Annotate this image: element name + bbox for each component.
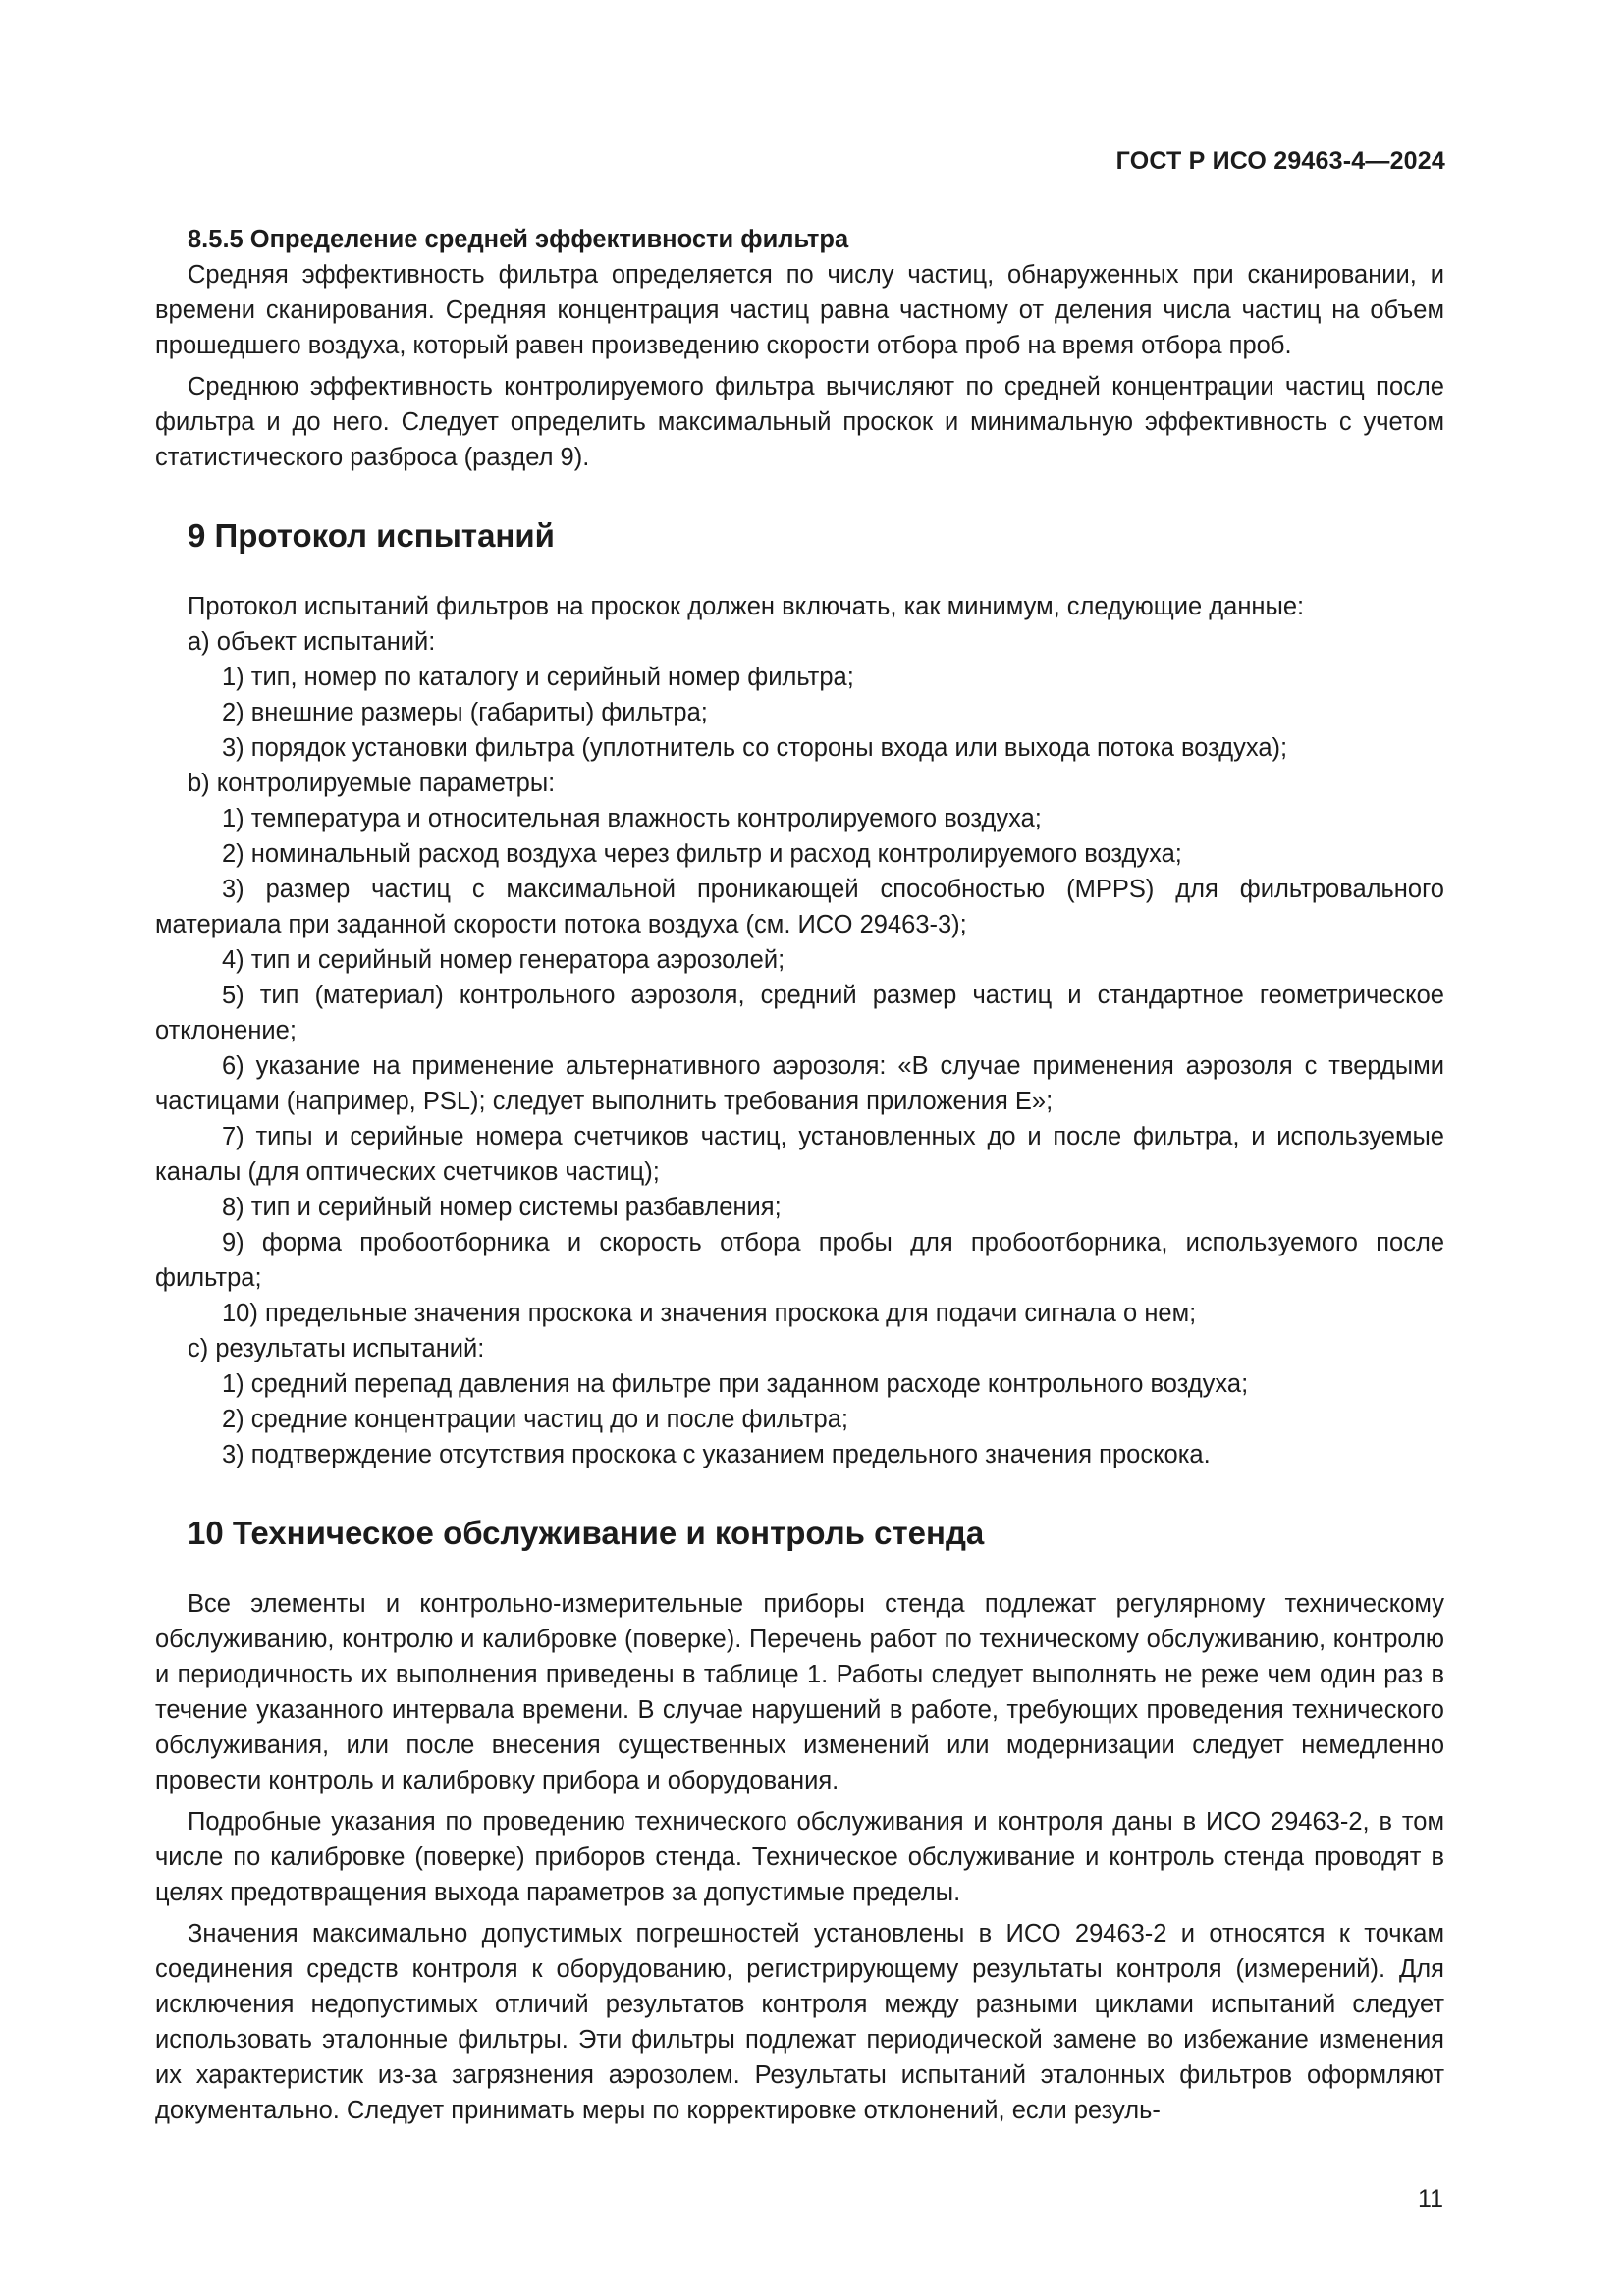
page-content [155,222,1444,2128]
paragraph: Протокол испытаний фильтров на проскок должен включать, как минимум, следующие данные: [188,593,1305,620]
list-item: 1) средний перепад давления на фильтре при заданном расходе контрольного воздуха; [222,1370,1249,1398]
list-item: 2) номинальный расход воздуха через фильтр и расход контролируемого воздуха; [222,840,1182,868]
list-item: 10) предельные значения проскока и значения проскока для подачи сигнала о нем; [222,1300,1197,1327]
list-item: 2) внешние размеры (габариты) фильтра; [222,699,708,726]
subsection-heading-8-5-5: 8.5.5 Определение средней эффективности фильтра [188,226,849,253]
list-item: 4) тип и серийный номер генератора аэрозолей; [222,946,785,974]
list-item: 5) тип (материал) контрольного аэрозоля, средний размер частиц и стандартное геометрическое отклонение; [155,982,1444,1044]
list-item: 3) размер частиц с максимальной проникающей способностью (MPPS) для фильтровального материала при заданной скорости потока воздуха (см. ИСО 29463-3); [155,876,1444,938]
list-item: 7) типы и серийные номера счетчиков частиц, установленных до и после фильтра, и используемые каналы (для оптических счетчиков частиц); [155,1123,1444,1186]
paragraph: Значения максимально допустимых погрешностей установлены в ИСО 29463-2 и относятся к точкам соединения средств контроля к оборудованию, регистрирующему результаты контроля (измерений). Для исключения недопустимых отличий результатов контроля между разными циклами испытаний следует использовать эталонные фильтры. Эти фильтры подлежат периодической замене во избежание изменения их характеристик из-за загрязнения аэрозолем. Результаты испытаний эталонных фильтров оформляют документально. Следует принимать меры по корректировке отклонений, если резуль- [155,1920,1444,2124]
list-item: 1) температура и относительная влажность контролируемого воздуха; [222,805,1042,832]
list-item: 2) средние концентрации частиц до и после фильтра; [222,1406,849,1433]
section-heading-10: 10 Техническое обслуживание и контроль стенда [188,1515,985,1551]
list-item: 6) указание на применение альтернативного аэрозоля: «В случае применения аэрозоля с твердыми частицами (например, PSL); следует выполнить требования приложения Е»; [155,1052,1444,1115]
list-item: 3) порядок установки фильтра (уплотнитель со стороны входа или выхода потока воздуха); [222,734,1288,762]
list-item: 1) тип, номер по каталогу и серийный номер фильтра; [222,664,854,691]
paragraph: Все элементы и контрольно-измерительные приборы стенда подлежат регулярному техническому обслуживанию, контролю и калибровке (поверке). Перечень работ по техническому обслуживанию, контролю и периодичность их выполнения приведены в таблице 1. Работы следует выполнять не реже чем один раз в течение указанного интервала времени. В случае нарушений в работе, требующих проведения технического обслуживания, или после внесения существенных изменений или модернизации следует немедленно провести контроль и калибровку прибора и оборудования. [155,1590,1444,1794]
paragraph: Средняя эффективность фильтра определяется по числу частиц, обнаруженных при сканировании, и времени сканирования. Средняя концентрация частиц равна частному от деления числа частиц на объем прошедшего воздуха, который равен произведению скорости отбора проб на время отбора проб. [155,261,1444,359]
paragraph: Подробные указания по проведению технического обслуживания и контроля даны в ИСО 29463-2, в том числе по калибровке (поверке) приборов стенда. Техническое обслуживание и контроль стенда проводят в целях предотвращения выхода параметров за допустимые пределы. [155,1808,1444,1906]
list-item: 3) подтверждение отсутствия проскока с указанием предельного значения проскока. [222,1441,1211,1468]
list-item: с) результаты испытаний: [188,1335,485,1362]
document-code: ГОСТ Р ИСО 29463-4—2024 [1115,147,1445,175]
paragraph: Среднюю эффективность контролируемого фильтра вычисляют по средней концентрации частиц после фильтра и до него. Следует определить максимальный проскок и минимальную эффективность с учетом статистического разброса (раздел 9). [155,373,1444,471]
list-item: 8) тип и серийный номер системы разбавления; [222,1194,782,1221]
list-item: 9) форма пробоотборника и скорость отбора пробы для пробоотборника, используемого после фильтра; [155,1229,1444,1292]
list-item: b) контролируемые параметры: [188,770,556,797]
page-number: 11 [1418,2185,1443,2213]
section-heading-9: 9 Протокол испытаний [188,517,555,554]
list-item: а) объект испытаний: [188,628,436,656]
